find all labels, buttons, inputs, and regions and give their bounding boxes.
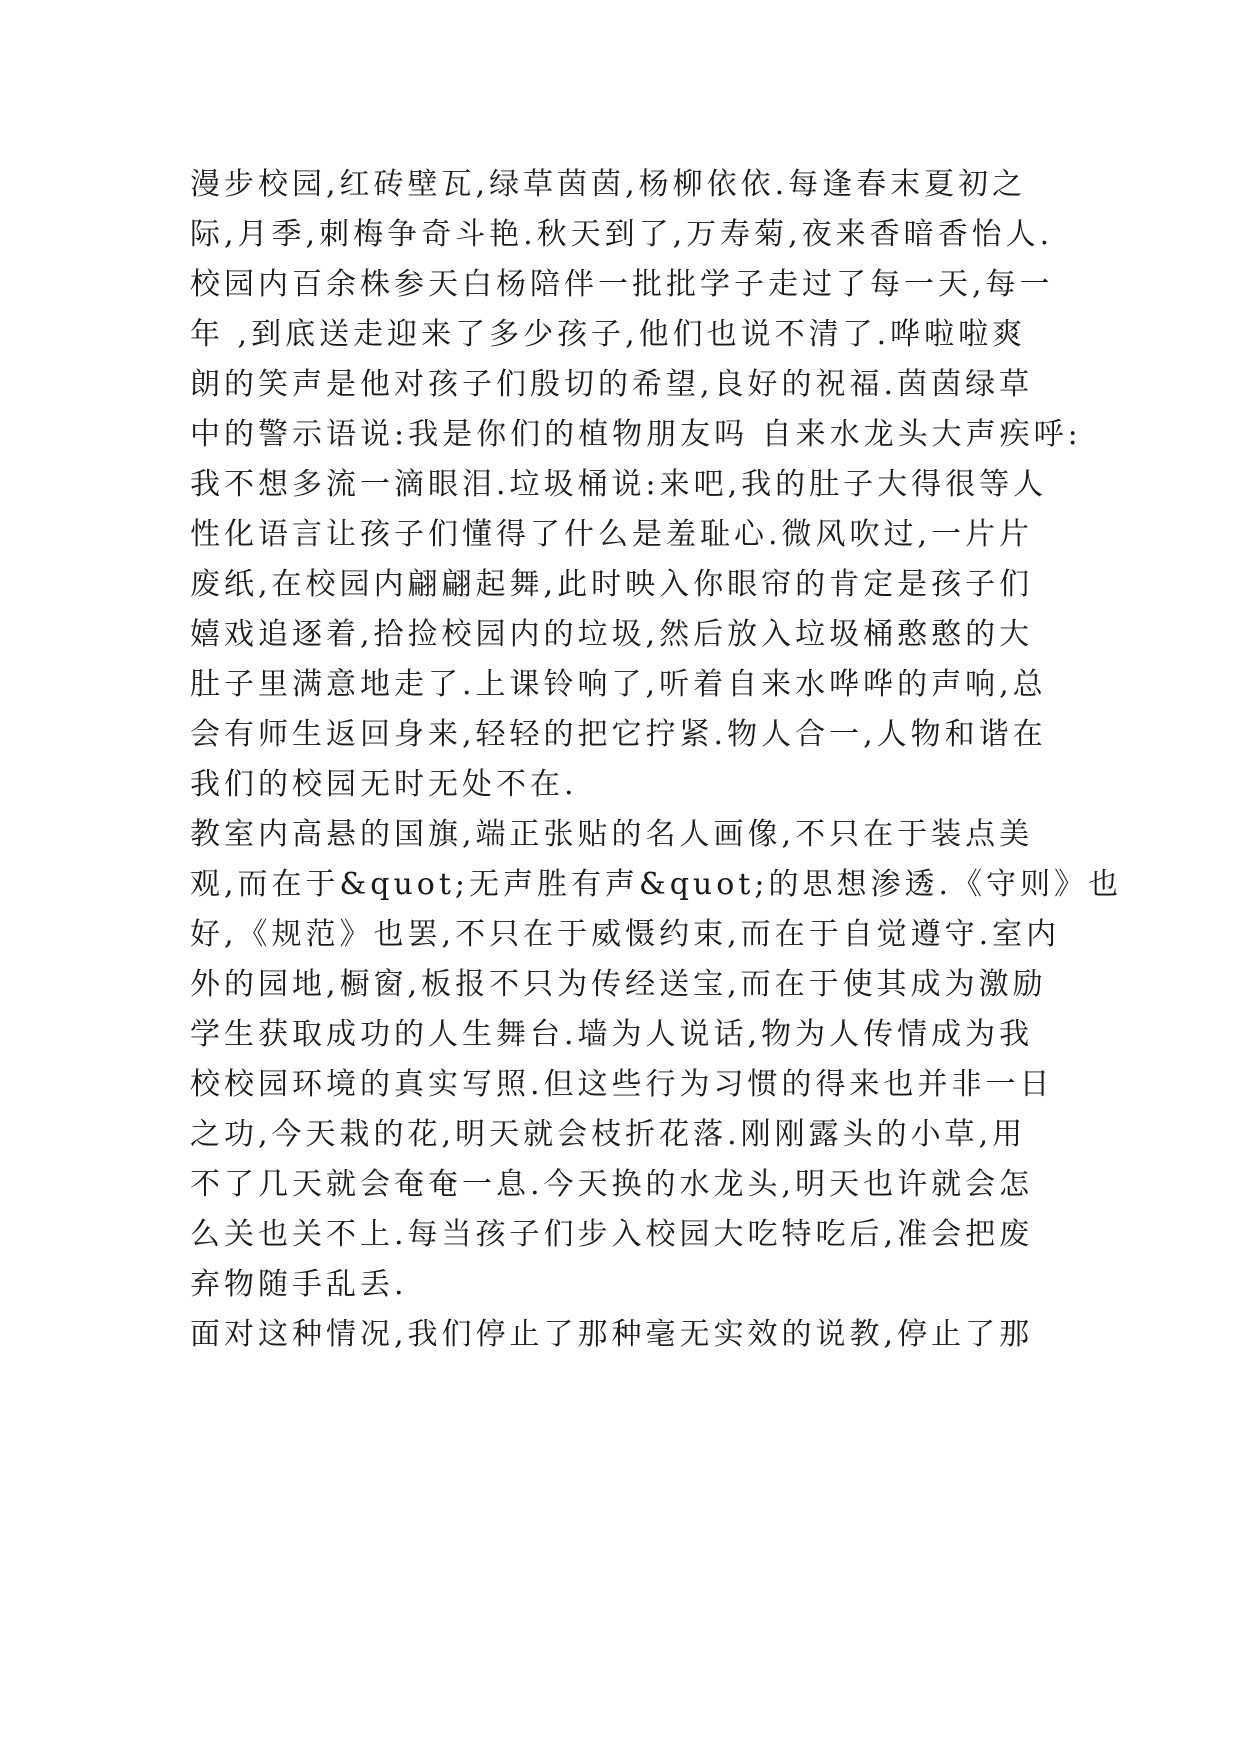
text-line: 么关也关不上.每当孩子们步入校园大吃特吃后,准会把废 bbox=[190, 1217, 1034, 1252]
text-line: 学生获取成功的人生舞台.墙为人说话,物为人传情成为我 bbox=[190, 1017, 1034, 1052]
text-line: 肚子里满意地走了.上课铃响了,听着自来水哗哗的声响,总 bbox=[190, 667, 1047, 702]
text-line: 中的警示语说:我是你们的植物朋友吗 自来水龙头大声疾呼: bbox=[190, 417, 1082, 452]
text-line: 朗的笑声是他对孩子们殷切的希望,良好的祝福.茵茵绿草 bbox=[190, 367, 1034, 402]
text-line: 我们的校园无时无处不在. bbox=[190, 767, 578, 802]
text-line: 嬉戏追逐着,拾捡校园内的垃圾,然后放入垃圾桶憨憨的大 bbox=[190, 617, 1034, 652]
text-line: 漫步校园,红砖壁瓦,绿草茵茵,杨柳依依.每逢春末夏初之 bbox=[190, 167, 1027, 202]
text-line: 外的园地,橱窗,板报不只为传经送宝,而在于使其成为激励 bbox=[190, 967, 1047, 1002]
text-line: 好,《规范》也罢,不只在于威慑约束,而在于自觉遵守.室内 bbox=[190, 917, 1061, 952]
text-line: 不了几天就会奄奄一息.今天换的水龙头,明天也许就会怎 bbox=[190, 1167, 1034, 1202]
body-text bbox=[190, 160, 1122, 1360]
text-line: 观,而在于&quot;无声胜有声&quot;的思想渗透.《守则》也 bbox=[190, 867, 1122, 902]
text-line: 年 ,到底送走迎来了多少孩子,他们也说不清了.哗啦啦爽 bbox=[190, 317, 1027, 352]
text-line: 性化语言让孩子们懂得了什么是羞耻心.微风吹过,一片片 bbox=[190, 517, 1034, 552]
text-line: 弃物随手乱丢. bbox=[190, 1267, 408, 1302]
text-line: 面对这种情况,我们停止了那种毫无实效的说教,停止了那 bbox=[190, 1317, 1034, 1352]
text-line: 教室内高悬的国旗,端正张贴的名人画像,不只在于装点美 bbox=[190, 817, 1034, 852]
text-line: 校园内百余株参天白杨陪伴一批批学子走过了每一天,每一 bbox=[190, 267, 1054, 302]
text-line: 校校园环境的真实写照.但这些行为习惯的得来也并非一日 bbox=[190, 1067, 1054, 1102]
text-line: 会有师生返回身来,轻轻的把它拧紧.物人合一,人物和谐在 bbox=[190, 717, 1047, 752]
text-line: 废纸,在校园内翩翩起舞,此时映入你眼帘的肯定是孩子们 bbox=[190, 567, 1034, 602]
text-line: 际,月季,刺梅争奇斗艳.秋天到了,万寿菊,夜来香暗香怡人. bbox=[190, 217, 1054, 252]
text-line: 之功,今天栽的花,明天就会枝折花落.刚刚露头的小草,用 bbox=[190, 1117, 1027, 1152]
text-line: 我不想多流一滴眼泪.垃圾桶说:来吧,我的肚子大得很等人 bbox=[190, 467, 1048, 502]
